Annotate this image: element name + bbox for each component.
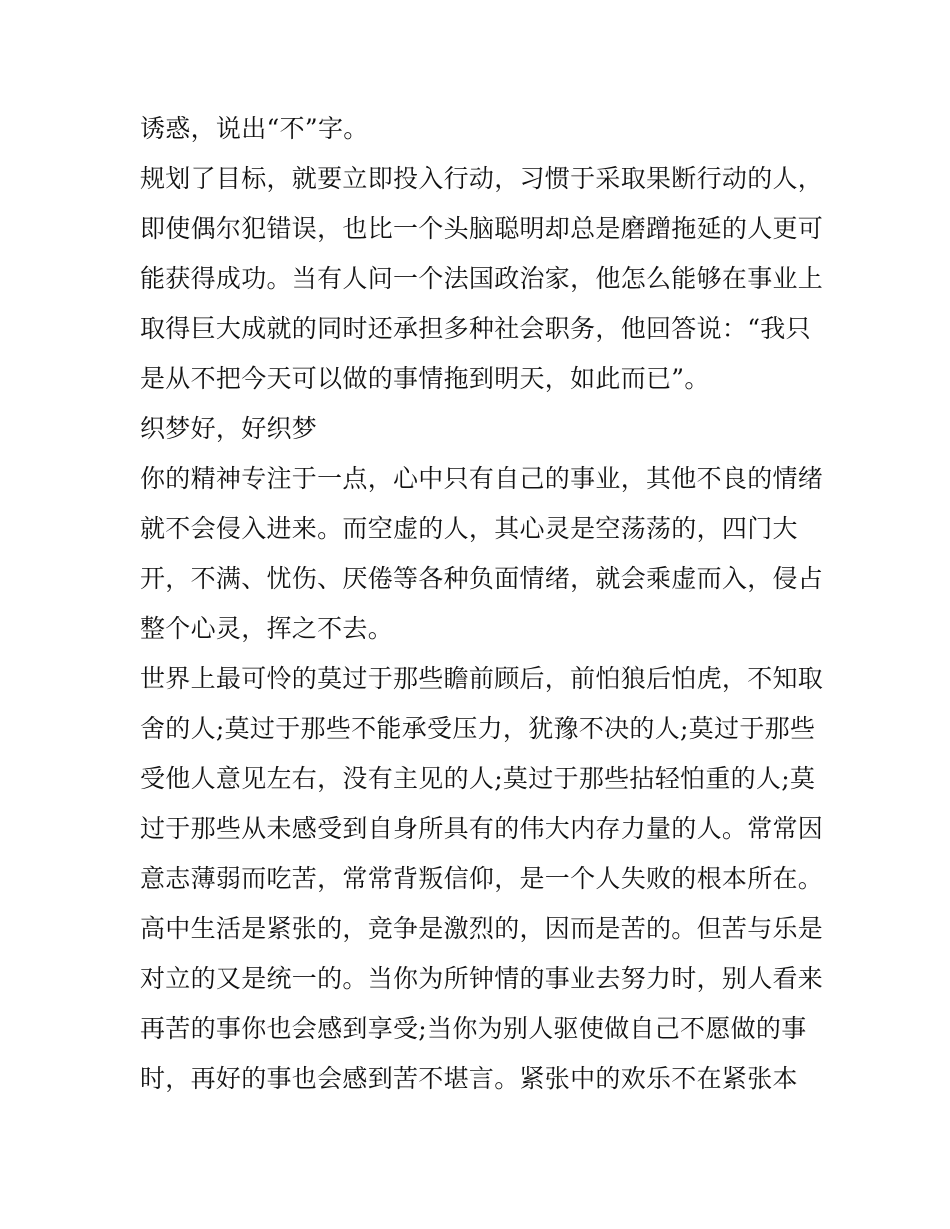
text-line: 规划了目标，就要立即投入行动，习惯于采取果断行动的人， xyxy=(140,164,824,193)
text-line: 取得巨大成就的同时还承担多种社会职务，他回答说：“我只 xyxy=(140,314,811,343)
text-line: 诱惑，说出“不”字。 xyxy=(140,114,369,143)
text-line: 开，不满、忧伤、厌倦等各种负面情绪，就会乘虚而入，侵占 xyxy=(140,564,824,593)
text-line: 过于那些从未感受到自身所具有的伟大内存力量的人。常常因 xyxy=(140,814,824,843)
text-line: 整个心灵，挥之不去。 xyxy=(140,614,394,643)
text-line: 就不会侵入进来。而空虚的人，其心灵是空荡荡的，四门大 xyxy=(140,514,798,543)
text-line: 你的精神专注于一点，心中只有自己的事业，其他不良的情绪 xyxy=(140,464,824,493)
section-heading: 织梦好，好织梦 xyxy=(140,414,318,443)
text-line: 对立的又是统一的。当你为所钟情的事业去努力时，别人看来 xyxy=(140,964,824,993)
document-body xyxy=(140,104,824,1104)
text-line: 时，再好的事也会感到苦不堪言。紧张中的欢乐不在紧张本 xyxy=(140,1064,798,1093)
text-line: 受他人意见左右，没有主见的人;莫过于那些拈轻怕重的人;莫 xyxy=(140,764,816,793)
text-line: 舍的人;莫过于那些不能承受压力，犹豫不决的人;莫过于那些 xyxy=(140,714,816,743)
text-line: 能获得成功。当有人问一个法国政治家，他怎么能够在事业上 xyxy=(140,264,824,293)
text-line: 意志薄弱而吃苦，常常背叛信仰，是一个人失败的根本所在。 xyxy=(140,864,824,893)
text-line: 是从不把今天可以做的事情拖到明天，如此而已”。 xyxy=(140,364,710,393)
text-line: 高中生活是紧张的，竞争是激烈的，因而是苦的。但苦与乐是 xyxy=(140,914,824,943)
text-line: 世界上最可怜的莫过于那些瞻前顾后，前怕狼后怕虎，不知取 xyxy=(140,664,824,693)
text-line: 再苦的事你也会感到享受;当你为别人驱使做自己不愿做的事 xyxy=(140,1014,807,1043)
text-line: 即使偶尔犯错误，也比一个头脑聪明却总是磨蹭拖延的人更可 xyxy=(140,214,824,243)
